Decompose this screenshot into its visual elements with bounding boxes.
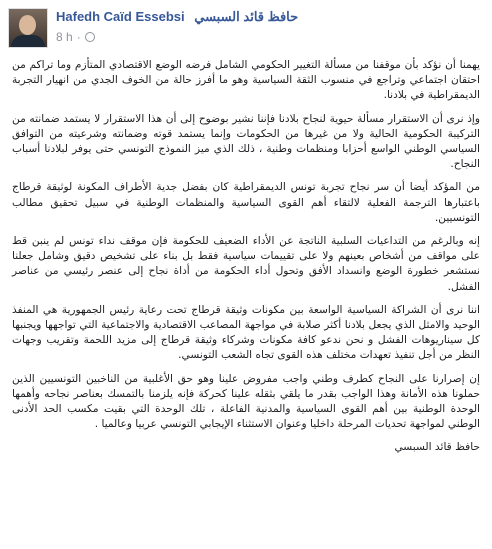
post-timestamp[interactable]: 8 h [56, 30, 73, 44]
post-paragraph-2: وإذ نرى أن الاستقرار مسألة حيوية لنجاح بلادنا فإننا نشير بوضوح إلى أن هذا الاستقرار لا يستمد ضمانته من التركيبة الحكومية الحالية ولا من غيرها من الحكومات وإنما يستمد قوته وضمانته وشرعيته من التوافق السياسي الوطني الواسع أحزابا ومنظمات وطنية ، ذلك الذي ميز النموذج التونسي حتى يوفر لبلادنا أسباب النجاح. [12, 112, 480, 171]
meta-separator: · [76, 30, 81, 44]
globe-icon[interactable] [85, 32, 95, 42]
author-name-latin[interactable]: Hafedh Caïd Essebsi [56, 9, 185, 24]
post-header [8, 8, 484, 54]
post-paragraph-5: اننا نرى أن الشراكة السياسية الواسعة بين مكونات وثيقة قرطاج تحت رعاية رئيس الجمهورية هي المنفذ الوحيد والامثل الذي يجعل بلادنا أكثر صلابة في مواجهة المصاعب الاقتصادية والاجتماعية التي تواجهها ويجنبها كل سيناريوهات الفشل و نحن ندعو كافة مكونات وشركاء وثيقة قرطاج إلى مزيد اللحمة وتقريب وجهات النظر من أجل تنفيذ تعهدات مختلف هذه القوى تجاه الشعب التونسي. [12, 303, 480, 362]
post-paragraph-4: إنه وبالرغم من التداعيات السلبية الناتجة عن الأداء الضعيف للحكومة فإن موقف نداء تونس لم ينبن قط على مواقف من أشخاص بعينهم ولا على تقييمات سياسية فقط بل بناء على تشخيص دقيق وشامل جعلنا نستشعر خطورة الوضع وانسداد الأفق وتحول أداء الحكومة من أداة نجاح إلى عنصر رئيسي من عناصر الفشل. [12, 235, 480, 293]
post-paragraph-6: إن إصرارنا على النجاح كطرف وطني واجب مفروض علينا وهو حق الأغلبية من الناخبين التونسيين الذين حملونا هذه الأمانة وهذا الواجب بقدر ما يلقي بثقله علينا كحركة فإنه يلزمنا بالتمسك بعناصر نجاحه وأهمها الوحدة الوطنية بين أهم القوى السياسية والمدنية الفاعلة ، تلك الوحدة التي بقيت مكسب الحد الأدنى الوطني لمواجهة تحديات المرحلة داخليا وعنوان الاستثناء الإيجابي التونسي عربيا وعالميا . [12, 372, 480, 431]
author-avatar[interactable] [8, 8, 48, 48]
post-paragraph-1: يهمنا أن نؤكد بأن موقفنا من مسألة التغيير الحكومي الشامل فرضه الوضع الاقتصادي المتأزم وما تراكم من احتقان اجتماعي وتراجع في منسوب الثقة السياسية وهو ما أفرز حالة من الخوف الجدي من انهيار التجربة الديمقراطية في بلادنا. [12, 59, 480, 102]
post-paragraph-3: من المؤكد أيضا أن سر نجاح تجربة تونس الديمقراطية كان بفضل جدية الأطراف المكونة لوثيقة قرطاج باعتبارها الترجمة الفعلية لالتقاء أهم القوى السياسية والمنظمات الوطنية في سبيل تحقيق مطالب التونسيين. [12, 181, 480, 224]
post-body [12, 58, 480, 464]
post-meta [56, 30, 95, 44]
avatar-suit [11, 35, 45, 48]
avatar-face [19, 15, 36, 35]
author-name[interactable] [56, 9, 484, 25]
post-signature: حافظ قائد السبسي [394, 441, 480, 454]
author-name-arabic[interactable]: حافظ قائد السبسي [194, 9, 299, 24]
